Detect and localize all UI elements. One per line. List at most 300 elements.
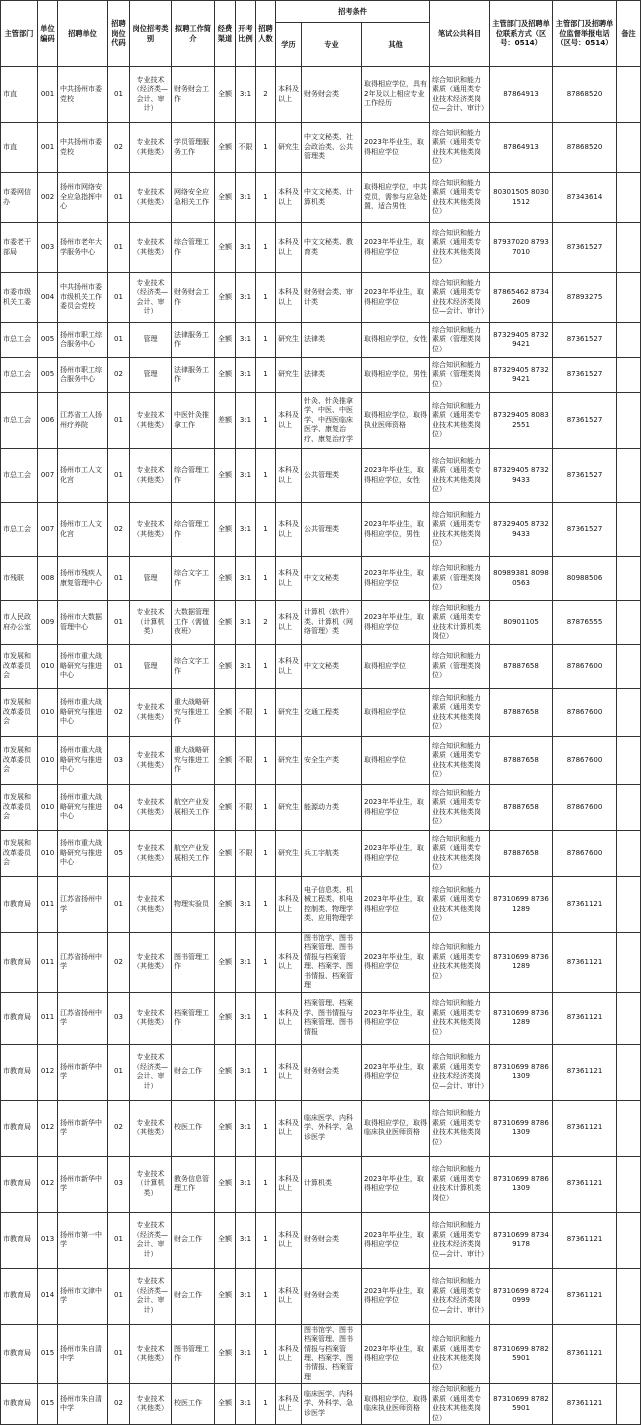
cell-count: 1 <box>256 449 276 503</box>
table-row <box>1 933 641 993</box>
header-intro: 拟聘工作简介 <box>172 1 215 67</box>
cell-phone2: 87867600 <box>553 831 617 877</box>
cell-intro: 财会工作 <box>172 1212 215 1268</box>
cell-remark <box>617 273 641 323</box>
cell-remark <box>617 785 641 831</box>
cell-intro: 航空产业发展相关工作 <box>172 785 215 831</box>
cell-dept: 市教育局 <box>1 933 38 993</box>
cell-other: 取得相应学位 <box>362 689 430 737</box>
cell-ratio: 3:1 <box>236 877 256 933</box>
cell-intro: 大数据管理工作（需值夜班） <box>172 601 215 645</box>
cell-major: 计算机（软件）类、计算机（网络管理）类 <box>302 601 362 645</box>
cell-other: 取得相应学位，取得执业医师资格 <box>362 393 430 449</box>
cell-other: 2023年毕业生，取得相应学位 <box>362 1268 430 1324</box>
cell-remark <box>617 1044 641 1100</box>
table-row <box>1 358 641 393</box>
cell-ratio: 3:1 <box>236 223 256 273</box>
cell-funding: 全额 <box>215 67 236 123</box>
cell-exam: 综合知识和能力素质（管理类岗位） <box>430 557 490 601</box>
cell-post-code: 01 <box>108 645 130 689</box>
table-body <box>1 67 641 1425</box>
cell-post-type: 专业技术（其他类） <box>130 173 172 223</box>
cell-intro: 财会工作 <box>172 1044 215 1100</box>
cell-unit-code: 004 <box>38 273 58 323</box>
cell-post-code: 02 <box>108 689 130 737</box>
header-conditions: 招考条件 <box>276 1 430 23</box>
cell-funding: 全额 <box>215 503 236 557</box>
cell-dept: 市人民政府办公室 <box>1 601 38 645</box>
cell-remark <box>617 358 641 393</box>
header-phone1: 主管部门及招聘单位联系方式（区号：0514） <box>490 1 553 67</box>
cell-exam: 综合知识和能力素质（通用类专业技术其他类岗位） <box>430 831 490 877</box>
cell-unit-code: 010 <box>38 645 58 689</box>
cell-edu: 研究生 <box>276 358 302 393</box>
cell-intro: 综合文字工作 <box>172 645 215 689</box>
cell-post-type: 专业技术（其他类） <box>130 1100 172 1156</box>
table-row <box>1 173 641 223</box>
header-ratio: 开考比例 <box>236 1 256 67</box>
cell-phone1: 87329405 87329433 <box>490 503 553 557</box>
cell-post-type: 专业技术（其他类） <box>130 933 172 993</box>
cell-unit: 扬州市朱自清中学 <box>58 1324 108 1384</box>
cell-post-code: 02 <box>108 1384 130 1425</box>
cell-major: 中文文秘类、社会政治类、公共管理类 <box>302 123 362 173</box>
cell-dept: 市发展和改革委员会 <box>1 689 38 737</box>
cell-edu: 本科及以上 <box>276 645 302 689</box>
cell-other: 2023年毕业生，取得相应学位 <box>362 557 430 601</box>
cell-other: 2023年毕业生，取得相应学位 <box>362 123 430 173</box>
cell-other: 2023年毕业生，取得相应学位 <box>362 1212 430 1268</box>
cell-edu: 研究生 <box>276 689 302 737</box>
cell-dept: 市总工会 <box>1 358 38 393</box>
cell-exam: 综合知识和能力素质（通用类专业技术其他类岗位） <box>430 877 490 933</box>
cell-other: 2023年毕业生，取得相应学位 <box>362 601 430 645</box>
cell-remark <box>617 877 641 933</box>
table-row <box>1 1324 641 1384</box>
cell-unit: 江苏省扬州中学 <box>58 992 108 1044</box>
cell-edu: 本科及以上 <box>276 992 302 1044</box>
cell-edu: 本科及以上 <box>276 877 302 933</box>
cell-dept: 市总工会 <box>1 393 38 449</box>
cell-remark <box>617 1100 641 1156</box>
cell-unit: 扬州市工人文化宫 <box>58 449 108 503</box>
cell-ratio: 3:1 <box>236 1268 256 1324</box>
cell-count: 1 <box>256 1100 276 1156</box>
cell-count: 1 <box>256 933 276 993</box>
cell-exam: 综合知识和能力素质（通用类专业技术其他类岗位） <box>430 1324 490 1384</box>
cell-exam: 综合知识和能力素质（通用类专业技术其他类岗位） <box>430 503 490 557</box>
cell-major: 能源动力类 <box>302 785 362 831</box>
cell-dept: 市发展和改革委员会 <box>1 645 38 689</box>
cell-count: 1 <box>256 1268 276 1324</box>
cell-phone2: 87361121 <box>553 1212 617 1268</box>
header-post-type: 岗位招考类别 <box>130 1 172 67</box>
cell-remark <box>617 1156 641 1212</box>
cell-post-type: 专业技术（经济类—会计、审计） <box>130 67 172 123</box>
cell-unit: 扬州市文津中学 <box>58 1268 108 1324</box>
table-row <box>1 1212 641 1268</box>
cell-exam: 综合知识和能力素质（通用类专业技术经济类岗位—会计、审计） <box>430 1268 490 1324</box>
cell-dept: 市委老干部局 <box>1 223 38 273</box>
cell-dept: 市直 <box>1 123 38 173</box>
cell-unit-code: 014 <box>38 1268 58 1324</box>
cell-unit: 扬州市职工综合服务中心 <box>58 358 108 393</box>
cell-ratio: 3:1 <box>236 1100 256 1156</box>
cell-post-type: 专业技术（其他类） <box>130 737 172 785</box>
cell-edu: 本科及以上 <box>276 67 302 123</box>
cell-remark <box>617 393 641 449</box>
cell-exam: 综合知识和能力素质（通用类专业技术其他类岗位） <box>430 223 490 273</box>
cell-post-code: 01 <box>108 67 130 123</box>
cell-phone1: 87310699 87361289 <box>490 877 553 933</box>
table-row <box>1 557 641 601</box>
cell-post-code: 01 <box>108 1324 130 1384</box>
cell-funding: 全额 <box>215 689 236 737</box>
table-row <box>1 503 641 557</box>
cell-funding: 全额 <box>215 737 236 785</box>
cell-major: 图书馆学、图书档案管理、图书情报与档案管理、档案学、图书情报、档案管理 <box>302 933 362 993</box>
cell-phone1: 87310699 87361289 <box>490 992 553 1044</box>
cell-funding: 全额 <box>215 877 236 933</box>
cell-ratio: 不限 <box>236 737 256 785</box>
cell-funding: 差额 <box>215 393 236 449</box>
cell-phone2: 87343614 <box>553 173 617 223</box>
cell-post-code: 01 <box>108 601 130 645</box>
cell-intro: 综合管理工作 <box>172 449 215 503</box>
cell-remark <box>617 223 641 273</box>
cell-unit: 江苏省扬州中学 <box>58 877 108 933</box>
cell-unit-code: 007 <box>38 503 58 557</box>
cell-phone2: 80988506 <box>553 557 617 601</box>
cell-major: 安全生产类 <box>302 737 362 785</box>
table-row <box>1 1156 641 1212</box>
cell-post-type: 专业技术（经济类—会计、审计） <box>130 1044 172 1100</box>
cell-major: 中文文秘类、教育类 <box>302 223 362 273</box>
cell-unit: 扬州市老年大学服务中心 <box>58 223 108 273</box>
cell-phone2: 87361527 <box>553 393 617 449</box>
table-row <box>1 393 641 449</box>
cell-intro: 综合管理工作 <box>172 503 215 557</box>
cell-unit-code: 005 <box>38 323 58 358</box>
header-phone2: 主管部门及招聘单位监督举报电话（区号：0514） <box>553 1 617 67</box>
header-other: 其他 <box>362 23 430 67</box>
cell-unit-code: 006 <box>38 393 58 449</box>
cell-count: 1 <box>256 358 276 393</box>
cell-unit: 江苏省工人扬州疗养院 <box>58 393 108 449</box>
cell-unit-code: 015 <box>38 1324 58 1384</box>
cell-post-code: 01 <box>108 273 130 323</box>
header-major: 专业 <box>302 23 362 67</box>
cell-dept: 市教育局 <box>1 1384 38 1425</box>
header-dept: 主管部门 <box>1 1 38 67</box>
cell-dept: 市教育局 <box>1 1156 38 1212</box>
cell-post-type: 专业技术（经济类—会计、审计） <box>130 1268 172 1324</box>
cell-intro: 网络安全应急相关工作 <box>172 173 215 223</box>
cell-exam: 综合知识和能力素质（通用类专业技术其他类岗位） <box>430 785 490 831</box>
cell-count: 1 <box>256 831 276 877</box>
cell-remark <box>617 173 641 223</box>
cell-post-type: 专业技术（其他类） <box>130 877 172 933</box>
cell-intro: 财务财会工作 <box>172 67 215 123</box>
cell-count: 1 <box>256 877 276 933</box>
cell-remark <box>617 1212 641 1268</box>
cell-major: 财务财会类 <box>302 1212 362 1268</box>
cell-phone1: 87329405 87329421 <box>490 358 553 393</box>
cell-unit: 扬州市残疾人康复管理中心 <box>58 557 108 601</box>
cell-other: 2023年毕业生，取得相应学位 <box>362 1324 430 1384</box>
cell-edu: 本科及以上 <box>276 1100 302 1156</box>
cell-exam: 综合知识和能力素质（通用类专业技术其他类岗位） <box>430 689 490 737</box>
cell-count: 1 <box>256 1384 276 1425</box>
cell-unit-code: 009 <box>38 601 58 645</box>
cell-remark <box>617 1384 641 1425</box>
cell-unit-code: 011 <box>38 933 58 993</box>
header-post-code: 招聘岗位代码 <box>108 1 130 67</box>
cell-exam: 综合知识和能力素质（通用类专业技术其他类岗位） <box>430 123 490 173</box>
cell-unit: 中共扬州市委市级机关工作委员会党校 <box>58 273 108 323</box>
cell-edu: 本科及以上 <box>276 1268 302 1324</box>
cell-post-type: 专业技术（计算机类） <box>130 601 172 645</box>
cell-intro: 财务财会工作 <box>172 273 215 323</box>
cell-phone2: 87361527 <box>553 449 617 503</box>
cell-dept: 市教育局 <box>1 1212 38 1268</box>
cell-post-code: 03 <box>108 992 130 1044</box>
cell-count: 1 <box>256 1212 276 1268</box>
cell-dept: 市总工会 <box>1 503 38 557</box>
table-row <box>1 645 641 689</box>
cell-phone2: 87867600 <box>553 689 617 737</box>
cell-ratio: 3:1 <box>236 557 256 601</box>
cell-funding: 全额 <box>215 273 236 323</box>
cell-intro: 重大战略研究与推进工作 <box>172 689 215 737</box>
cell-count: 1 <box>256 503 276 557</box>
cell-count: 1 <box>256 173 276 223</box>
cell-phone1: 87887658 <box>490 831 553 877</box>
cell-intro: 物理实验员 <box>172 877 215 933</box>
cell-ratio: 3:1 <box>236 503 256 557</box>
cell-funding: 全额 <box>215 601 236 645</box>
cell-other: 2023年毕业生，取得相应学位 <box>362 223 430 273</box>
cell-intro: 综合文字工作 <box>172 557 215 601</box>
cell-dept: 市教育局 <box>1 1100 38 1156</box>
cell-count: 1 <box>256 393 276 449</box>
cell-intro: 综合管理工作 <box>172 223 215 273</box>
cell-phone2: 87361121 <box>553 992 617 1044</box>
cell-unit: 扬州市新华中学 <box>58 1044 108 1100</box>
cell-exam: 综合知识和能力素质（管理类岗位） <box>430 358 490 393</box>
table-row <box>1 1100 641 1156</box>
header-unit-code: 单位编码 <box>38 1 58 67</box>
cell-ratio: 3:1 <box>236 1044 256 1100</box>
cell-other: 2023年毕业生，取得相应学位，女性 <box>362 449 430 503</box>
cell-ratio: 3:1 <box>236 1212 256 1268</box>
cell-intro: 图书管理工作 <box>172 1324 215 1384</box>
cell-major: 电子信息类、机械工程类、机电控制类、物理学类、应用物理学 <box>302 877 362 933</box>
cell-ratio: 3:1 <box>236 393 256 449</box>
cell-major: 图书馆学、图书档案管理、图书情报与档案管理、档案学、图书情报、档案管理 <box>302 1324 362 1384</box>
cell-unit-code: 008 <box>38 557 58 601</box>
cell-count: 1 <box>256 737 276 785</box>
cell-ratio: 3:1 <box>236 67 256 123</box>
cell-unit: 扬州市重大战略研究与推进中心 <box>58 831 108 877</box>
cell-edu: 本科及以上 <box>276 601 302 645</box>
table-row <box>1 1044 641 1100</box>
cell-remark <box>617 503 641 557</box>
cell-edu: 研究生 <box>276 831 302 877</box>
cell-other: 2023年毕业生，取得相应学位 <box>362 933 430 993</box>
cell-remark <box>617 645 641 689</box>
cell-unit-code: 010 <box>38 737 58 785</box>
cell-exam: 综合知识和能力素质（通用类专业技术其他类岗位） <box>430 1384 490 1425</box>
cell-dept: 市总工会 <box>1 323 38 358</box>
cell-remark <box>617 557 641 601</box>
cell-ratio: 3:1 <box>236 645 256 689</box>
cell-intro: 重大战略研究与推进工作 <box>172 737 215 785</box>
cell-phone1: 87310699 87361289 <box>490 933 553 993</box>
cell-remark <box>617 992 641 1044</box>
table-row <box>1 877 641 933</box>
cell-remark <box>617 449 641 503</box>
table-row <box>1 689 641 737</box>
cell-edu: 研究生 <box>276 323 302 358</box>
cell-phone2: 87361527 <box>553 223 617 273</box>
cell-other: 2023年毕业生，取得相应学位 <box>362 273 430 323</box>
cell-post-type: 专业技术（其他类） <box>130 1384 172 1425</box>
table-row <box>1 273 641 323</box>
cell-post-code: 01 <box>108 1212 130 1268</box>
cell-unit: 中共扬州市委党校 <box>58 67 108 123</box>
cell-unit-code: 011 <box>38 877 58 933</box>
cell-funding: 全额 <box>215 173 236 223</box>
cell-ratio: 不限 <box>236 689 256 737</box>
cell-unit-code: 010 <box>38 831 58 877</box>
cell-phone1: 87310699 87825901 <box>490 1324 553 1384</box>
cell-post-code: 02 <box>108 933 130 993</box>
cell-other: 2023年毕业生，取得相应学位 <box>362 831 430 877</box>
cell-major: 中文文秘类、计算机类 <box>302 173 362 223</box>
cell-phone1: 80901105 <box>490 601 553 645</box>
table-row <box>1 831 641 877</box>
table-row <box>1 67 641 123</box>
cell-count: 1 <box>256 1324 276 1384</box>
cell-unit: 扬州市重大战略研究与推进中心 <box>58 785 108 831</box>
cell-unit-code: 015 <box>38 1384 58 1425</box>
cell-edu: 本科及以上 <box>276 1384 302 1425</box>
cell-other: 2023年毕业生，取得相应学位 <box>362 992 430 1044</box>
cell-phone2: 87893275 <box>553 273 617 323</box>
cell-exam: 综合知识和能力素质（通用类专业技术经济类岗位—会计、审计） <box>430 1044 490 1100</box>
cell-post-type: 专业技术（经济类—会计、审计） <box>130 273 172 323</box>
cell-exam: 综合知识和能力素质（通用类专业技术其他类岗位） <box>430 1100 490 1156</box>
cell-post-type: 专业技术（其他类） <box>130 503 172 557</box>
cell-intro: 财会工作 <box>172 1268 215 1324</box>
cell-unit-code: 012 <box>38 1100 58 1156</box>
cell-post-code: 01 <box>108 393 130 449</box>
table-row <box>1 1384 641 1425</box>
cell-edu: 研究生 <box>276 123 302 173</box>
cell-exam: 综合知识和能力素质（通用类专业技术计算机类岗位） <box>430 601 490 645</box>
cell-funding: 全额 <box>215 223 236 273</box>
cell-count: 1 <box>256 689 276 737</box>
cell-phone2: 87361121 <box>553 1268 617 1324</box>
cell-major: 临床医学、内科学、外科学、急诊医学 <box>302 1384 362 1425</box>
cell-post-code: 01 <box>108 449 130 503</box>
cell-other: 2023年毕业生，取得相应学位 <box>362 785 430 831</box>
cell-post-type: 专业技术（其他类） <box>130 992 172 1044</box>
cell-dept: 市教育局 <box>1 877 38 933</box>
cell-ratio: 不限 <box>236 831 256 877</box>
cell-post-code: 01 <box>108 1268 130 1324</box>
cell-major: 交通工程类 <box>302 689 362 737</box>
cell-major: 针灸、针灸推拿学、中医、中医学、中西医临床医学、康复治疗、康复治疗学 <box>302 393 362 449</box>
cell-phone2: 87361121 <box>553 1384 617 1425</box>
cell-count: 2 <box>256 67 276 123</box>
cell-unit-code: 010 <box>38 785 58 831</box>
header-count: 招聘人数 <box>256 1 276 67</box>
cell-phone1: 87887658 <box>490 645 553 689</box>
cell-dept: 市委市级机关工委 <box>1 273 38 323</box>
cell-intro: 校医工作 <box>172 1384 215 1425</box>
cell-post-code: 01 <box>108 173 130 223</box>
cell-exam: 综合知识和能力素质（通用类专业技术其他类岗位） <box>430 393 490 449</box>
cell-phone1: 87310699 87861309 <box>490 1044 553 1100</box>
cell-ratio: 3:1 <box>236 273 256 323</box>
cell-post-type: 专业技术（其他类） <box>130 689 172 737</box>
cell-other: 2023年毕业生，取得相应学位 <box>362 1044 430 1100</box>
cell-edu: 本科及以上 <box>276 1212 302 1268</box>
cell-post-type: 专业技术（其他类） <box>130 223 172 273</box>
cell-phone2: 87868520 <box>553 67 617 123</box>
cell-intro: 教务信息管理工作 <box>172 1156 215 1212</box>
cell-remark <box>617 323 641 358</box>
cell-post-code: 03 <box>108 737 130 785</box>
cell-count: 1 <box>256 123 276 173</box>
cell-dept: 市委网信办 <box>1 173 38 223</box>
cell-exam: 综合知识和能力素质（通用类专业技术其他类岗位） <box>430 737 490 785</box>
cell-post-code: 01 <box>108 223 130 273</box>
cell-post-type: 专业技术（经济类—会计、审计） <box>130 1212 172 1268</box>
cell-remark <box>617 737 641 785</box>
table-row <box>1 223 641 273</box>
cell-post-type: 管理 <box>130 358 172 393</box>
cell-funding: 全额 <box>215 1212 236 1268</box>
cell-major: 档案管理、档案学、图书情报与档案管理、图书情报 <box>302 992 362 1044</box>
cell-remark <box>617 123 641 173</box>
cell-major: 财务财会类、审计类 <box>302 273 362 323</box>
cell-unit: 扬州市重大战略研究与推进中心 <box>58 737 108 785</box>
cell-other: 2023年毕业生，取得相应学位 <box>362 1156 430 1212</box>
cell-count: 1 <box>256 273 276 323</box>
cell-intro: 中医针灸推拿工作 <box>172 393 215 449</box>
cell-post-code: 01 <box>108 1044 130 1100</box>
cell-exam: 综合知识和能力素质（通用类专业技术其他类岗位） <box>430 449 490 503</box>
cell-dept: 市教育局 <box>1 992 38 1044</box>
cell-funding: 全额 <box>215 557 236 601</box>
cell-phone1: 87329405 80832551 <box>490 393 553 449</box>
cell-phone2: 87361527 <box>553 503 617 557</box>
cell-phone2: 87867600 <box>553 645 617 689</box>
cell-remark <box>617 1268 641 1324</box>
cell-post-code: 02 <box>108 503 130 557</box>
cell-ratio: 不限 <box>236 123 256 173</box>
cell-exam: 综合知识和能力素质（管理类岗位） <box>430 323 490 358</box>
cell-remark <box>617 933 641 993</box>
cell-exam: 综合知识和能力素质（通用类专业技术经济类岗位—会计、审计） <box>430 67 490 123</box>
cell-remark <box>617 1324 641 1384</box>
cell-ratio: 3:1 <box>236 933 256 993</box>
cell-major: 中文文秘类 <box>302 645 362 689</box>
cell-post-type: 管理 <box>130 323 172 358</box>
